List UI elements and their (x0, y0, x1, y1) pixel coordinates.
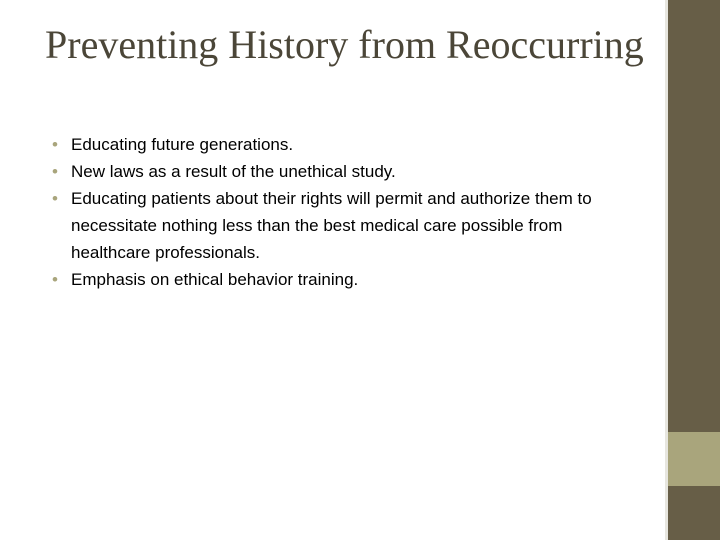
bullet-text: Educating patients about their rights will permit and authorize them to necessitate nothing less than the best medical care possible from healthcare professionals. (71, 189, 592, 262)
bullet-dot-icon: • (52, 162, 58, 181)
bullet-text: Educating future generations. (71, 135, 294, 154)
bullet-text: New laws as a result of the unethical study. (71, 162, 396, 181)
bullet-dot-icon: • (52, 135, 58, 154)
side-accent-block (668, 432, 720, 486)
bullet-dot-icon: • (52, 270, 58, 289)
bullet-list (52, 131, 642, 293)
bullet-item (52, 131, 642, 158)
bullet-item (52, 158, 642, 185)
bullet-item (52, 266, 642, 293)
bullet-dot-icon: • (52, 189, 58, 208)
bullet-text: Emphasis on ethical behavior training. (71, 270, 359, 289)
bullet-item (52, 185, 642, 266)
slide-title: Preventing History from Reoccurring (45, 22, 644, 67)
